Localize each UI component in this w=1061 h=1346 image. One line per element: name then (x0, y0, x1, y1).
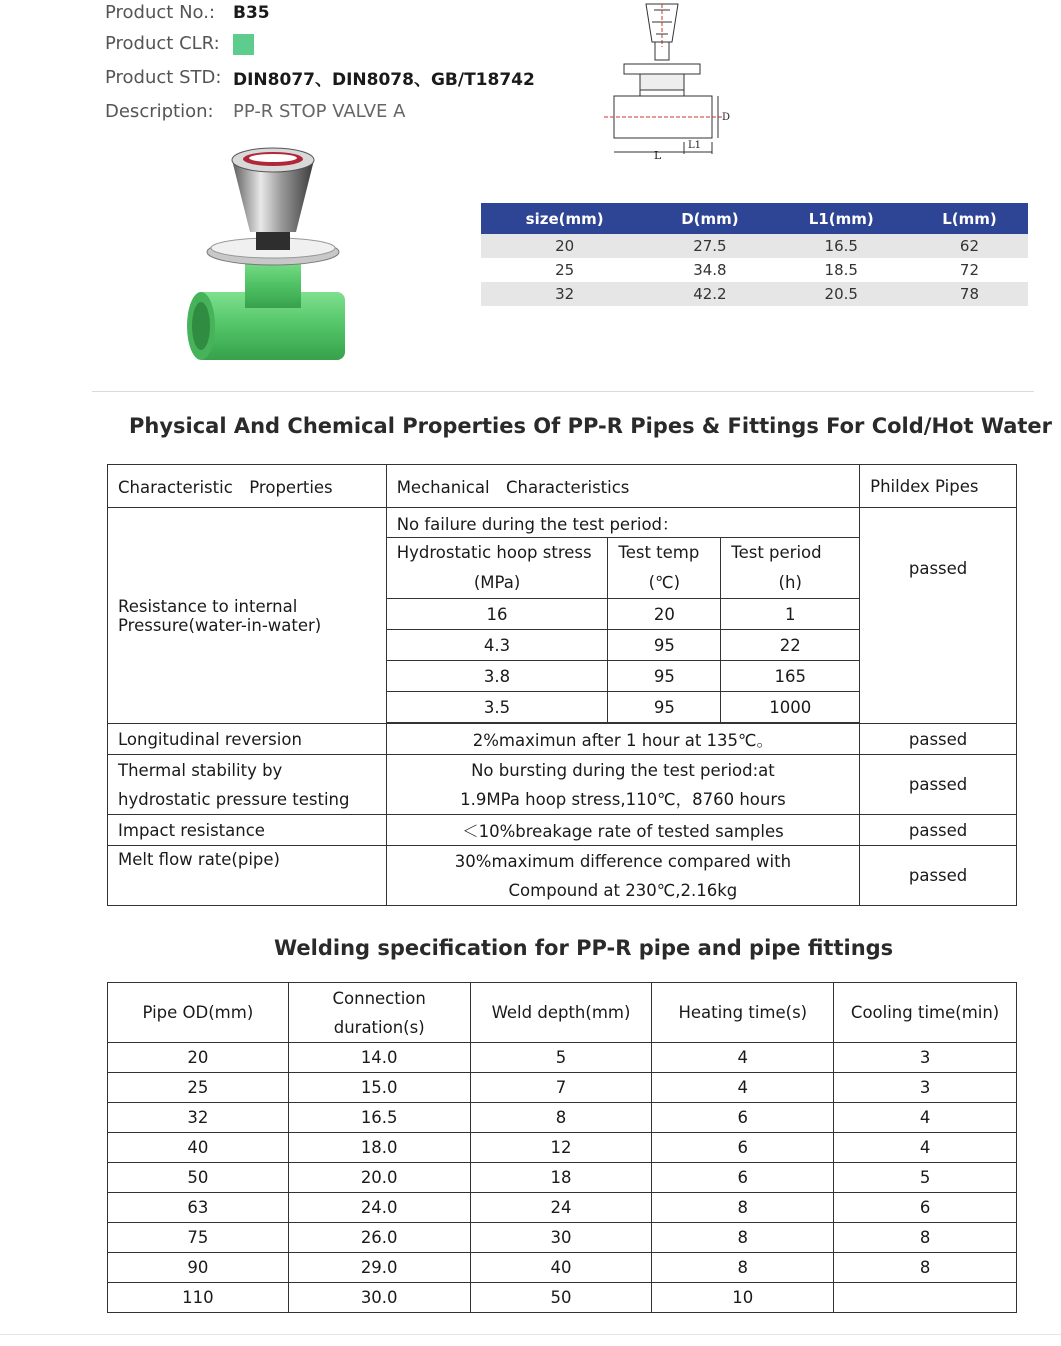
size-cell: 27.5 (648, 234, 771, 258)
thermal-label-1: Thermal stability by (118, 760, 283, 780)
weld-cell: 8 (834, 1253, 1017, 1283)
size-table-header (481, 203, 1028, 234)
weld-row (108, 1193, 1017, 1223)
weld-cell: 6 (652, 1133, 834, 1163)
subheader-temp-b: (℃) (648, 573, 681, 592)
weld-cell: 32 (108, 1103, 289, 1133)
props-row (108, 508, 1017, 538)
pressure-cell: 1 (721, 599, 860, 630)
pressure-result-blank (860, 630, 1017, 724)
weld-header-duration: duration(s) (333, 1017, 425, 1037)
pressure-label-1: Resistance to internal (118, 596, 298, 616)
size-table-row (481, 258, 1028, 282)
weld-cell: 10 (652, 1283, 834, 1313)
melt-value-2: Compound at 230℃,2.16kg (508, 880, 738, 900)
weld-cell: 4 (652, 1073, 834, 1103)
bottom-divider (0, 1334, 1061, 1335)
properties-table (107, 464, 1017, 906)
weld-cell: 29.0 (288, 1253, 470, 1283)
weld-cell: 8 (470, 1103, 652, 1133)
weld-cell: 6 (652, 1163, 834, 1193)
longitudinal-label: Longitudinal reversion (108, 724, 387, 755)
pressure-cell: 22 (721, 630, 860, 661)
weld-header-connection: Connection (332, 988, 426, 1008)
subheader-stress (386, 538, 608, 599)
melt-result: passed (860, 846, 1017, 906)
weld-cell (834, 1283, 1017, 1313)
weld-cell: 50 (470, 1283, 652, 1313)
drawing-label-d: D (722, 112, 731, 123)
size-cell: 32 (481, 282, 648, 306)
impact-value: ＜10%breakage rate of tested samples (386, 815, 859, 846)
size-cell: 72 (959, 261, 980, 279)
weld-cell: 5 (470, 1043, 652, 1073)
pressure-cell: 1000 (721, 692, 860, 723)
valve-drawing (600, 2, 750, 167)
size-cell: 34.8 (693, 261, 727, 279)
product-desc-label: Description: (105, 101, 214, 122)
pressure-cell: 165 (721, 661, 860, 692)
longitudinal-result: passed (860, 724, 1017, 755)
weld-cell: 25 (108, 1073, 289, 1103)
weld-cell: 110 (108, 1283, 289, 1313)
product-std-value: DIN8077、DIN8078、GB/T18742 (233, 70, 535, 90)
weld-header-row (108, 983, 1017, 1043)
weld-title: Welding specification for PP-R pipe and pipe fittings (274, 936, 894, 960)
drawing-label-l1: L1 (688, 140, 702, 151)
subheader-period (721, 538, 860, 599)
size-cell: 42.2 (648, 282, 771, 306)
weld-cell: 24 (470, 1193, 652, 1223)
props-header-cell: Phildex Pipes (860, 465, 1017, 508)
subheader-temp (608, 538, 721, 599)
product-no-label: Product No.: (105, 2, 216, 23)
product-no-value: B35 (233, 2, 270, 23)
weld-row (108, 1283, 1017, 1313)
props-header-row (108, 465, 1017, 508)
welding-table (107, 982, 1017, 1313)
size-cell: 20 (481, 234, 648, 258)
weld-row (108, 1103, 1017, 1133)
weld-cell: 4 (834, 1133, 1017, 1163)
melt-row (108, 846, 1017, 906)
weld-cell: 3 (834, 1073, 1017, 1103)
thermal-value-2: 1.9MPa hoop stress,110℃，8760 hours (460, 789, 786, 809)
props-title: Physical And Chemical Properties Of PP-R Pipes & Fittings For Cold/Hot Water (129, 414, 1053, 438)
size-cell: 18.5 (824, 261, 858, 279)
color-swatch (233, 34, 254, 55)
weld-row (108, 1133, 1017, 1163)
weld-row (108, 1163, 1017, 1193)
weld-cell: 26.0 (288, 1223, 470, 1253)
size-cell: 20.5 (772, 282, 911, 306)
weld-cell: 6 (834, 1193, 1017, 1223)
weld-header-cell: Weld depth(mm) (470, 983, 652, 1043)
product-no-row (105, 2, 270, 23)
weld-cell: 6 (652, 1103, 834, 1133)
product-desc-value: PP-R STOP VALVE A (233, 101, 406, 122)
pressure-label-2: Pressure(water-in-water) (118, 615, 322, 635)
product-std-row (105, 67, 535, 90)
size-header-cell: L(mm) (911, 203, 1028, 234)
size-table (481, 203, 1028, 306)
longitudinal-row (108, 724, 1017, 755)
weld-cell: 16.5 (288, 1103, 470, 1133)
pressure-label-cell (108, 508, 387, 724)
product-photo (170, 140, 370, 380)
weld-cell: 8 (652, 1193, 834, 1223)
weld-row (108, 1223, 1017, 1253)
size-cell: 25 (555, 261, 575, 279)
size-header-cell: L1(mm) (772, 203, 911, 234)
weld-cell: 8 (652, 1253, 834, 1283)
melt-value-1: 30%maximum difference compared with (454, 851, 792, 871)
weld-cell: 20.0 (288, 1163, 470, 1193)
weld-cell: 40 (108, 1133, 289, 1163)
size-header-cell: size(mm) (481, 203, 648, 234)
subheader-temp-a: Test temp (618, 543, 700, 562)
weld-cell: 7 (470, 1073, 652, 1103)
size-cell: 62 (911, 234, 1028, 258)
weld-cell: 75 (108, 1223, 289, 1253)
weld-cell: 18.0 (288, 1133, 470, 1163)
weld-header-cell: Cooling time(min) (834, 983, 1017, 1043)
product-std-label: Product STD: (105, 67, 222, 88)
weld-cell: 4 (834, 1103, 1017, 1133)
weld-header-cell (288, 983, 470, 1043)
pressure-cell: 20 (608, 599, 721, 630)
melt-label: Melt flow rate(pipe) (108, 846, 387, 906)
thermal-result: passed (860, 755, 1017, 815)
size-table-row (481, 282, 1028, 306)
weld-cell: 15.0 (288, 1073, 470, 1103)
thermal-row (108, 755, 1017, 815)
product-desc-row (105, 101, 406, 122)
weld-cell: 4 (652, 1043, 834, 1073)
subheader-period-a: Test period (731, 543, 822, 562)
weld-cell: 8 (834, 1223, 1017, 1253)
pressure-note: No failure during the test period： (386, 508, 859, 538)
weld-row (108, 1073, 1017, 1103)
size-cell: 16.5 (772, 234, 911, 258)
weld-cell: 30.0 (288, 1283, 470, 1313)
subheader-stress-b: (MPa) (473, 573, 521, 592)
pressure-cell: 95 (608, 661, 721, 692)
weld-cell: 90 (108, 1253, 289, 1283)
pressure-cell: 3.8 (386, 661, 608, 692)
weld-cell: 24.0 (288, 1193, 470, 1223)
subheader-period-b: (h) (778, 573, 802, 592)
longitudinal-value: 2%maximun after 1 hour at 135℃。 (386, 724, 859, 755)
size-header-cell: D(mm) (648, 203, 771, 234)
weld-cell: 40 (470, 1253, 652, 1283)
pressure-cell: 95 (608, 692, 721, 723)
product-clr-row (105, 33, 220, 54)
product-clr-label: Product CLR: (105, 33, 220, 54)
size-cell: 78 (911, 282, 1028, 306)
props-header-cell: Mechanical Characteristics (386, 465, 859, 508)
thermal-value-1: No bursting during the test period:at (471, 760, 775, 780)
pressure-cell: 16 (386, 599, 608, 630)
drawing-label-l: L (654, 149, 662, 162)
size-table-row (481, 234, 1028, 258)
section-divider (92, 391, 1034, 392)
subheader-stress-a: Hydrostatic hoop stress (396, 543, 592, 562)
weld-cell: 63 (108, 1193, 289, 1223)
weld-header-cell: Pipe OD(mm) (108, 983, 289, 1043)
weld-cell: 8 (652, 1223, 834, 1253)
weld-cell: 12 (470, 1133, 652, 1163)
impact-label: Impact resistance (108, 815, 387, 846)
pressure-result: passed (860, 508, 1017, 630)
weld-header-cell: Heating time(s) (652, 983, 834, 1043)
props-header-cell: Characteristic Properties (108, 465, 387, 508)
thermal-label (108, 755, 387, 815)
weld-cell: 3 (834, 1043, 1017, 1073)
pressure-cell: 95 (608, 630, 721, 661)
pressure-cell: 4.3 (386, 630, 608, 661)
weld-cell: 14.0 (288, 1043, 470, 1073)
thermal-label-2: hydrostatic pressure testing (118, 789, 350, 809)
weld-cell: 5 (834, 1163, 1017, 1193)
weld-row (108, 1253, 1017, 1283)
weld-cell: 50 (108, 1163, 289, 1193)
impact-row (108, 815, 1017, 846)
weld-cell: 30 (470, 1223, 652, 1253)
melt-value (386, 846, 859, 906)
weld-cell: 18 (470, 1163, 652, 1193)
weld-row (108, 1043, 1017, 1073)
thermal-value (386, 755, 859, 815)
weld-cell: 20 (108, 1043, 289, 1073)
pressure-cell: 3.5 (386, 692, 608, 723)
impact-result: passed (860, 815, 1017, 846)
